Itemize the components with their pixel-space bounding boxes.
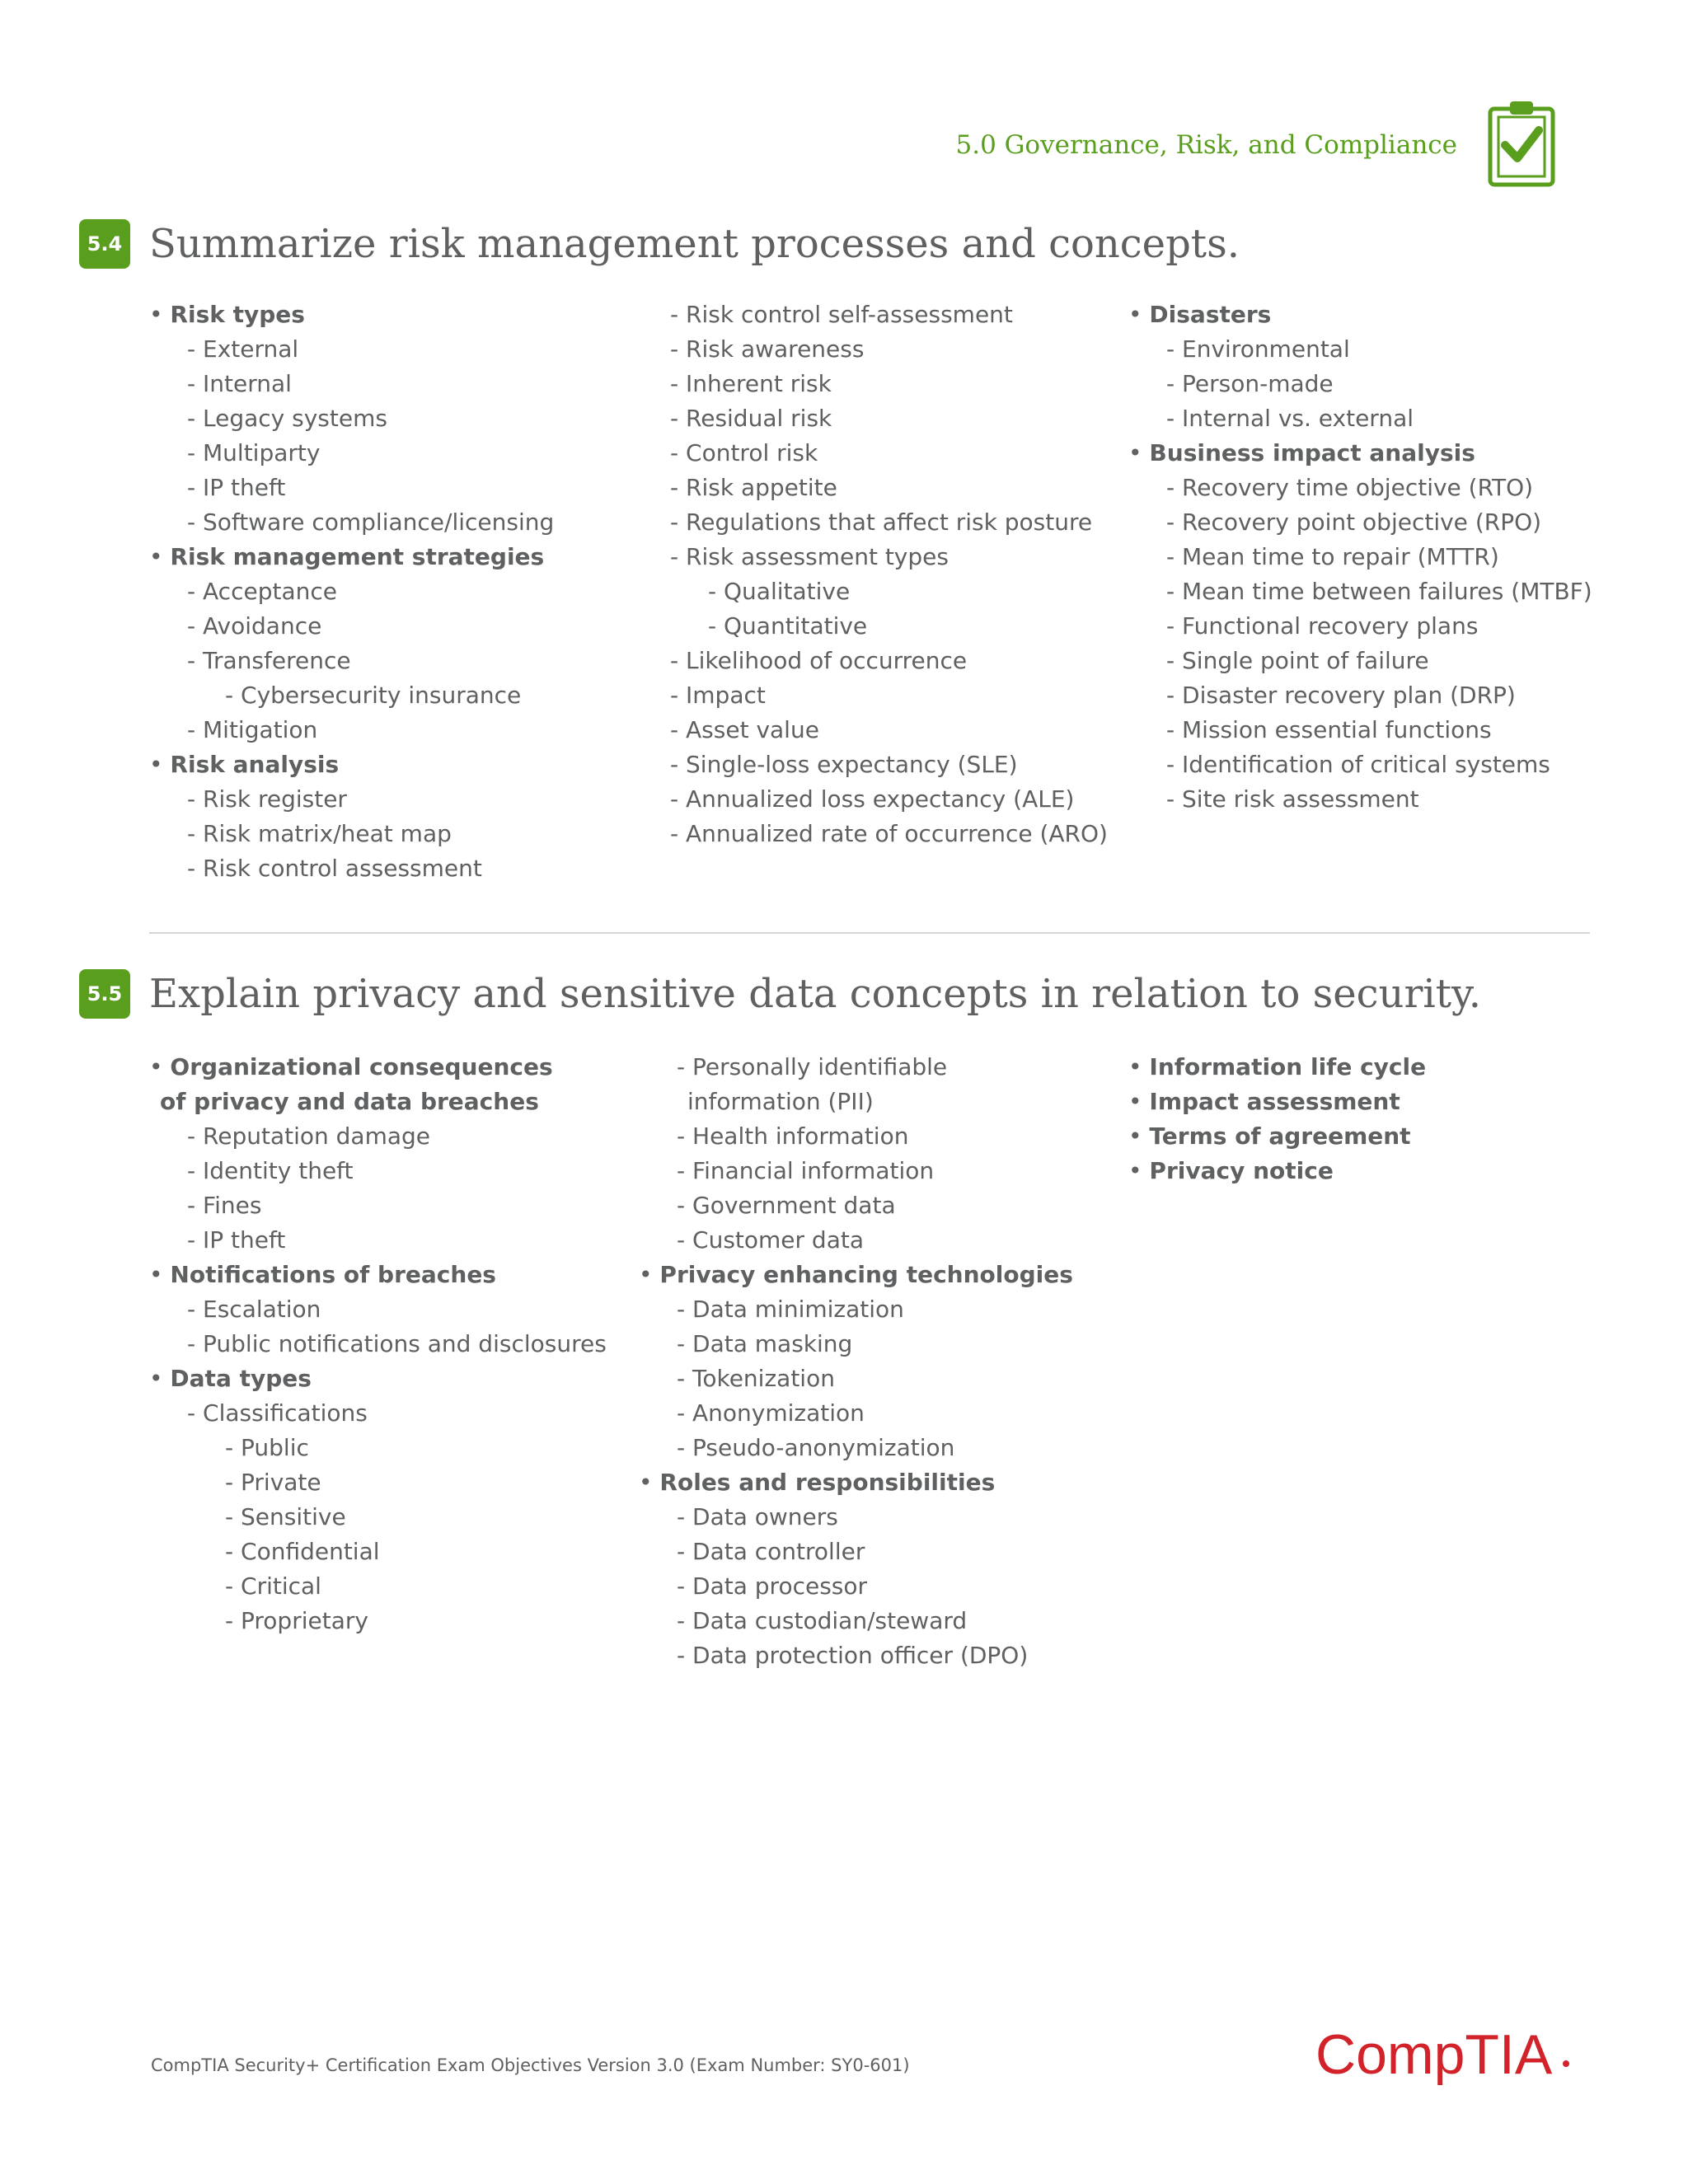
- item-text: Data owners: [692, 1503, 838, 1530]
- topic-heading: [149, 1258, 607, 1292]
- item-text: Identity theft: [203, 1157, 354, 1184]
- item-text: Financial information: [692, 1157, 935, 1184]
- item-text: Tokenization: [692, 1365, 835, 1392]
- subtopic-item: [1128, 644, 1592, 678]
- subtopic-item: [149, 1292, 607, 1327]
- item-text: Risk analysis: [170, 751, 340, 778]
- item-text: Classifications: [203, 1399, 368, 1427]
- item-text: Data protection officer (DPO): [692, 1642, 1029, 1669]
- subtopic-item: [670, 817, 1108, 851]
- objectives-column: [1128, 1050, 1426, 1188]
- subtopic-item: [670, 401, 1108, 436]
- objectives-column: [670, 298, 1108, 851]
- subtopic-item: [639, 1154, 1073, 1188]
- item-text: Environmental: [1182, 335, 1350, 363]
- subtopic-item: [639, 1292, 1073, 1327]
- item-text: Person-made: [1182, 370, 1334, 397]
- subtopic-item: [1128, 471, 1592, 505]
- item-text: Privacy notice: [1149, 1157, 1334, 1184]
- item-text: Avoidance: [203, 612, 322, 640]
- item-text: Transference: [203, 647, 351, 674]
- item-text: Regulations that affect risk posture: [686, 509, 1093, 536]
- item-text: Fines: [203, 1192, 262, 1219]
- subtopic-item: [149, 1154, 607, 1188]
- topic-heading: [149, 540, 554, 574]
- objectives-column: [1128, 298, 1592, 817]
- clipboard-check-icon: [1487, 99, 1556, 188]
- subtopic-item: [149, 782, 554, 817]
- item-text: Escalation: [203, 1296, 321, 1323]
- item-text: Privacy enhancing technologies: [659, 1261, 1073, 1288]
- item-text-continued: of privacy and data breaches: [160, 1088, 539, 1115]
- subtopic-item: [149, 644, 554, 678]
- subtopic-item: [670, 436, 1108, 471]
- item-text: Functional recovery plans: [1182, 612, 1479, 640]
- item-text: Disasters: [1149, 301, 1272, 328]
- topic-heading: [1128, 1050, 1426, 1085]
- item-text: Inherent risk: [686, 370, 832, 397]
- item-text: Health information: [692, 1122, 909, 1150]
- subtopic-item: [670, 367, 1108, 401]
- subtopic-item: [149, 1188, 607, 1223]
- item-text: Asset value: [686, 716, 819, 743]
- item-text: Critical: [241, 1572, 321, 1600]
- subtopic-item: [149, 401, 554, 436]
- section-divider: [149, 932, 1590, 934]
- section-title: Explain privacy and sensitive data concepts in relation to security.: [149, 971, 1482, 1017]
- subtopic-item: [1128, 748, 1592, 782]
- item-text: Private: [241, 1469, 321, 1496]
- subtopic-item: [149, 851, 554, 886]
- topic-heading: [1128, 436, 1592, 471]
- item-text: Business impact analysis: [1149, 439, 1475, 466]
- subtopic-item: [149, 332, 554, 367]
- item-text: Pseudo-anonymization: [692, 1434, 955, 1461]
- subtopic-item: [149, 1119, 607, 1154]
- item-text: Notifications of breaches: [170, 1261, 496, 1288]
- subtopic-item: [639, 1569, 1073, 1604]
- item-text: Sensitive: [241, 1503, 346, 1530]
- item-text: Internal vs. external: [1182, 405, 1414, 432]
- item-text: Software compliance/licensing: [203, 509, 555, 536]
- subtopic-item: [149, 1535, 607, 1569]
- objectives-column: [149, 1050, 607, 1638]
- item-text: Cybersecurity insurance: [241, 682, 522, 709]
- section-title: Summarize risk management processes and concepts.: [149, 221, 1240, 267]
- item-text: Data types: [170, 1365, 312, 1392]
- item-text: Risk control assessment: [203, 855, 482, 882]
- item-text: External: [203, 335, 299, 363]
- subtopic-item: [639, 1604, 1073, 1638]
- item-text: Mitigation: [203, 716, 318, 743]
- subtopic-item: [149, 1431, 607, 1465]
- item-text: Risk management strategies: [170, 543, 545, 570]
- subtopic-item: [670, 782, 1108, 817]
- item-text: Identification of critical systems: [1182, 751, 1550, 778]
- subtopic-item: [1128, 505, 1592, 540]
- subtopic-item: [1128, 332, 1592, 367]
- item-text: Data processor: [692, 1572, 868, 1600]
- item-text: Terms of agreement: [1149, 1122, 1411, 1150]
- item-text: Control risk: [686, 439, 818, 466]
- item-text: Data minimization: [692, 1296, 904, 1323]
- svg-text:CompTIA: CompTIA: [1315, 2023, 1553, 2086]
- item-text: Risk control self-assessment: [686, 301, 1013, 328]
- item-text: Risk appetite: [686, 474, 837, 501]
- objectives-column: [149, 298, 554, 886]
- item-text: Data masking: [692, 1330, 853, 1357]
- item-text: Internal: [203, 370, 292, 397]
- subtopic-item: [149, 609, 554, 644]
- subtopic-item: [149, 1500, 607, 1535]
- subtopic-item: [639, 1327, 1073, 1361]
- subtopic-item: [149, 505, 554, 540]
- item-text: Data custodian/steward: [692, 1607, 968, 1634]
- comptia-logo: [1315, 2021, 1571, 2087]
- subtopic-item: [149, 574, 554, 609]
- subtopic-item: [639, 1050, 1073, 1119]
- subtopic-item: [639, 1361, 1073, 1396]
- subtopic-item: [149, 678, 554, 713]
- subtopic-item: [670, 644, 1108, 678]
- item-text: Data controller: [692, 1538, 865, 1565]
- subtopic-item: [670, 574, 1108, 609]
- subtopic-item: [149, 1223, 607, 1258]
- subtopic-item: [670, 609, 1108, 644]
- topic-heading: [639, 1258, 1073, 1292]
- subtopic-item: [1128, 574, 1592, 609]
- subtopic-item: [1128, 713, 1592, 748]
- subtopic-item: [149, 1327, 607, 1361]
- item-text: Government data: [692, 1192, 896, 1219]
- item-text: Likelihood of occurrence: [686, 647, 968, 674]
- item-text: Multiparty: [203, 439, 321, 466]
- subtopic-item: [670, 713, 1108, 748]
- topic-heading: [1128, 1119, 1426, 1154]
- item-text: Quantitative: [724, 612, 868, 640]
- item-text: Public notifications and disclosures: [203, 1330, 607, 1357]
- item-text: Organizational consequences: [170, 1053, 553, 1080]
- item-text: Customer data: [692, 1226, 864, 1254]
- item-text: Roles and responsibilities: [659, 1469, 996, 1496]
- subtopic-item: [670, 540, 1108, 574]
- item-text: Confidential: [241, 1538, 380, 1565]
- subtopic-item: [149, 367, 554, 401]
- item-text: Mission essential functions: [1182, 716, 1492, 743]
- item-text: Disaster recovery plan (DRP): [1182, 682, 1516, 709]
- item-text: Mean time to repair (MTTR): [1182, 543, 1499, 570]
- item-text: Risk register: [203, 785, 347, 813]
- subtopic-item: [670, 505, 1108, 540]
- subtopic-item: [149, 1604, 607, 1638]
- item-text: Mean time between failures (MTBF): [1182, 578, 1592, 605]
- subtopic-item: [639, 1188, 1073, 1223]
- subtopic-item: [670, 298, 1108, 332]
- subtopic-item: [149, 1396, 607, 1431]
- subtopic-item: [670, 471, 1108, 505]
- item-text: Proprietary: [241, 1607, 368, 1634]
- item-text: Annualized rate of occurrence (ARO): [686, 820, 1108, 847]
- item-text: Single point of failure: [1182, 647, 1429, 674]
- section-badge: 5.5: [79, 969, 130, 1019]
- item-text: Legacy systems: [203, 405, 387, 432]
- subtopic-item: [639, 1431, 1073, 1465]
- subtopic-item: [639, 1500, 1073, 1535]
- subtopic-item: [1128, 678, 1592, 713]
- subtopic-item: [639, 1223, 1073, 1258]
- item-text: Single-loss expectancy (SLE): [686, 751, 1018, 778]
- topic-heading: [1128, 1154, 1426, 1188]
- subtopic-item: [149, 436, 554, 471]
- topic-heading: [1128, 1085, 1426, 1119]
- item-text: Risk matrix/heat map: [203, 820, 452, 847]
- subtopic-item: [639, 1535, 1073, 1569]
- subtopic-item: [149, 1569, 607, 1604]
- subtopic-item: [670, 678, 1108, 713]
- topic-heading: [149, 748, 554, 782]
- subtopic-item: [149, 817, 554, 851]
- subtopic-item: [1128, 609, 1592, 644]
- objectives-column: [639, 1050, 1073, 1673]
- item-text: Risk types: [170, 301, 305, 328]
- item-text: IP theft: [203, 474, 286, 501]
- item-text: IP theft: [203, 1226, 286, 1254]
- subtopic-item: [1128, 540, 1592, 574]
- item-text: Public: [241, 1434, 309, 1461]
- item-text-continued: information (PII): [687, 1088, 874, 1115]
- item-text: Impact assessment: [1149, 1088, 1400, 1115]
- item-text: Impact: [686, 682, 766, 709]
- subtopic-item: [149, 471, 554, 505]
- topic-heading: [149, 1050, 607, 1119]
- topic-heading: [149, 298, 554, 332]
- topic-heading: [1128, 298, 1592, 332]
- item-text: Risk awareness: [686, 335, 865, 363]
- subtopic-item: [639, 1396, 1073, 1431]
- topic-heading: [639, 1465, 1073, 1500]
- footer-text: CompTIA Security+ Certification Exam Objectives Version 3.0 (Exam Number: SY0-601): [151, 2055, 910, 2075]
- subtopic-item: [149, 1465, 607, 1500]
- subtopic-item: [670, 332, 1108, 367]
- subtopic-item: [670, 748, 1108, 782]
- item-text: Acceptance: [203, 578, 337, 605]
- item-text: Recovery point objective (RPO): [1182, 509, 1542, 536]
- item-text: Recovery time objective (RTO): [1182, 474, 1534, 501]
- item-text: Risk assessment types: [686, 543, 949, 570]
- subtopic-item: [149, 713, 554, 748]
- item-text: Site risk assessment: [1182, 785, 1419, 813]
- subtopic-item: [1128, 401, 1592, 436]
- subtopic-item: [639, 1638, 1073, 1673]
- item-text: Personally identifiable: [692, 1053, 948, 1080]
- subtopic-item: [1128, 367, 1592, 401]
- domain-title: 5.0 Governance, Risk, and Compliance: [955, 130, 1457, 160]
- item-text: Residual risk: [686, 405, 832, 432]
- subtopic-item: [1128, 782, 1592, 817]
- section-badge: 5.4: [79, 219, 130, 269]
- subtopic-item: [639, 1119, 1073, 1154]
- item-text: Anonymization: [692, 1399, 865, 1427]
- item-text: Information life cycle: [1149, 1053, 1427, 1080]
- item-text: Reputation damage: [203, 1122, 430, 1150]
- item-text: Annualized loss expectancy (ALE): [686, 785, 1075, 813]
- topic-heading: [149, 1361, 607, 1396]
- item-text: Qualitative: [724, 578, 851, 605]
